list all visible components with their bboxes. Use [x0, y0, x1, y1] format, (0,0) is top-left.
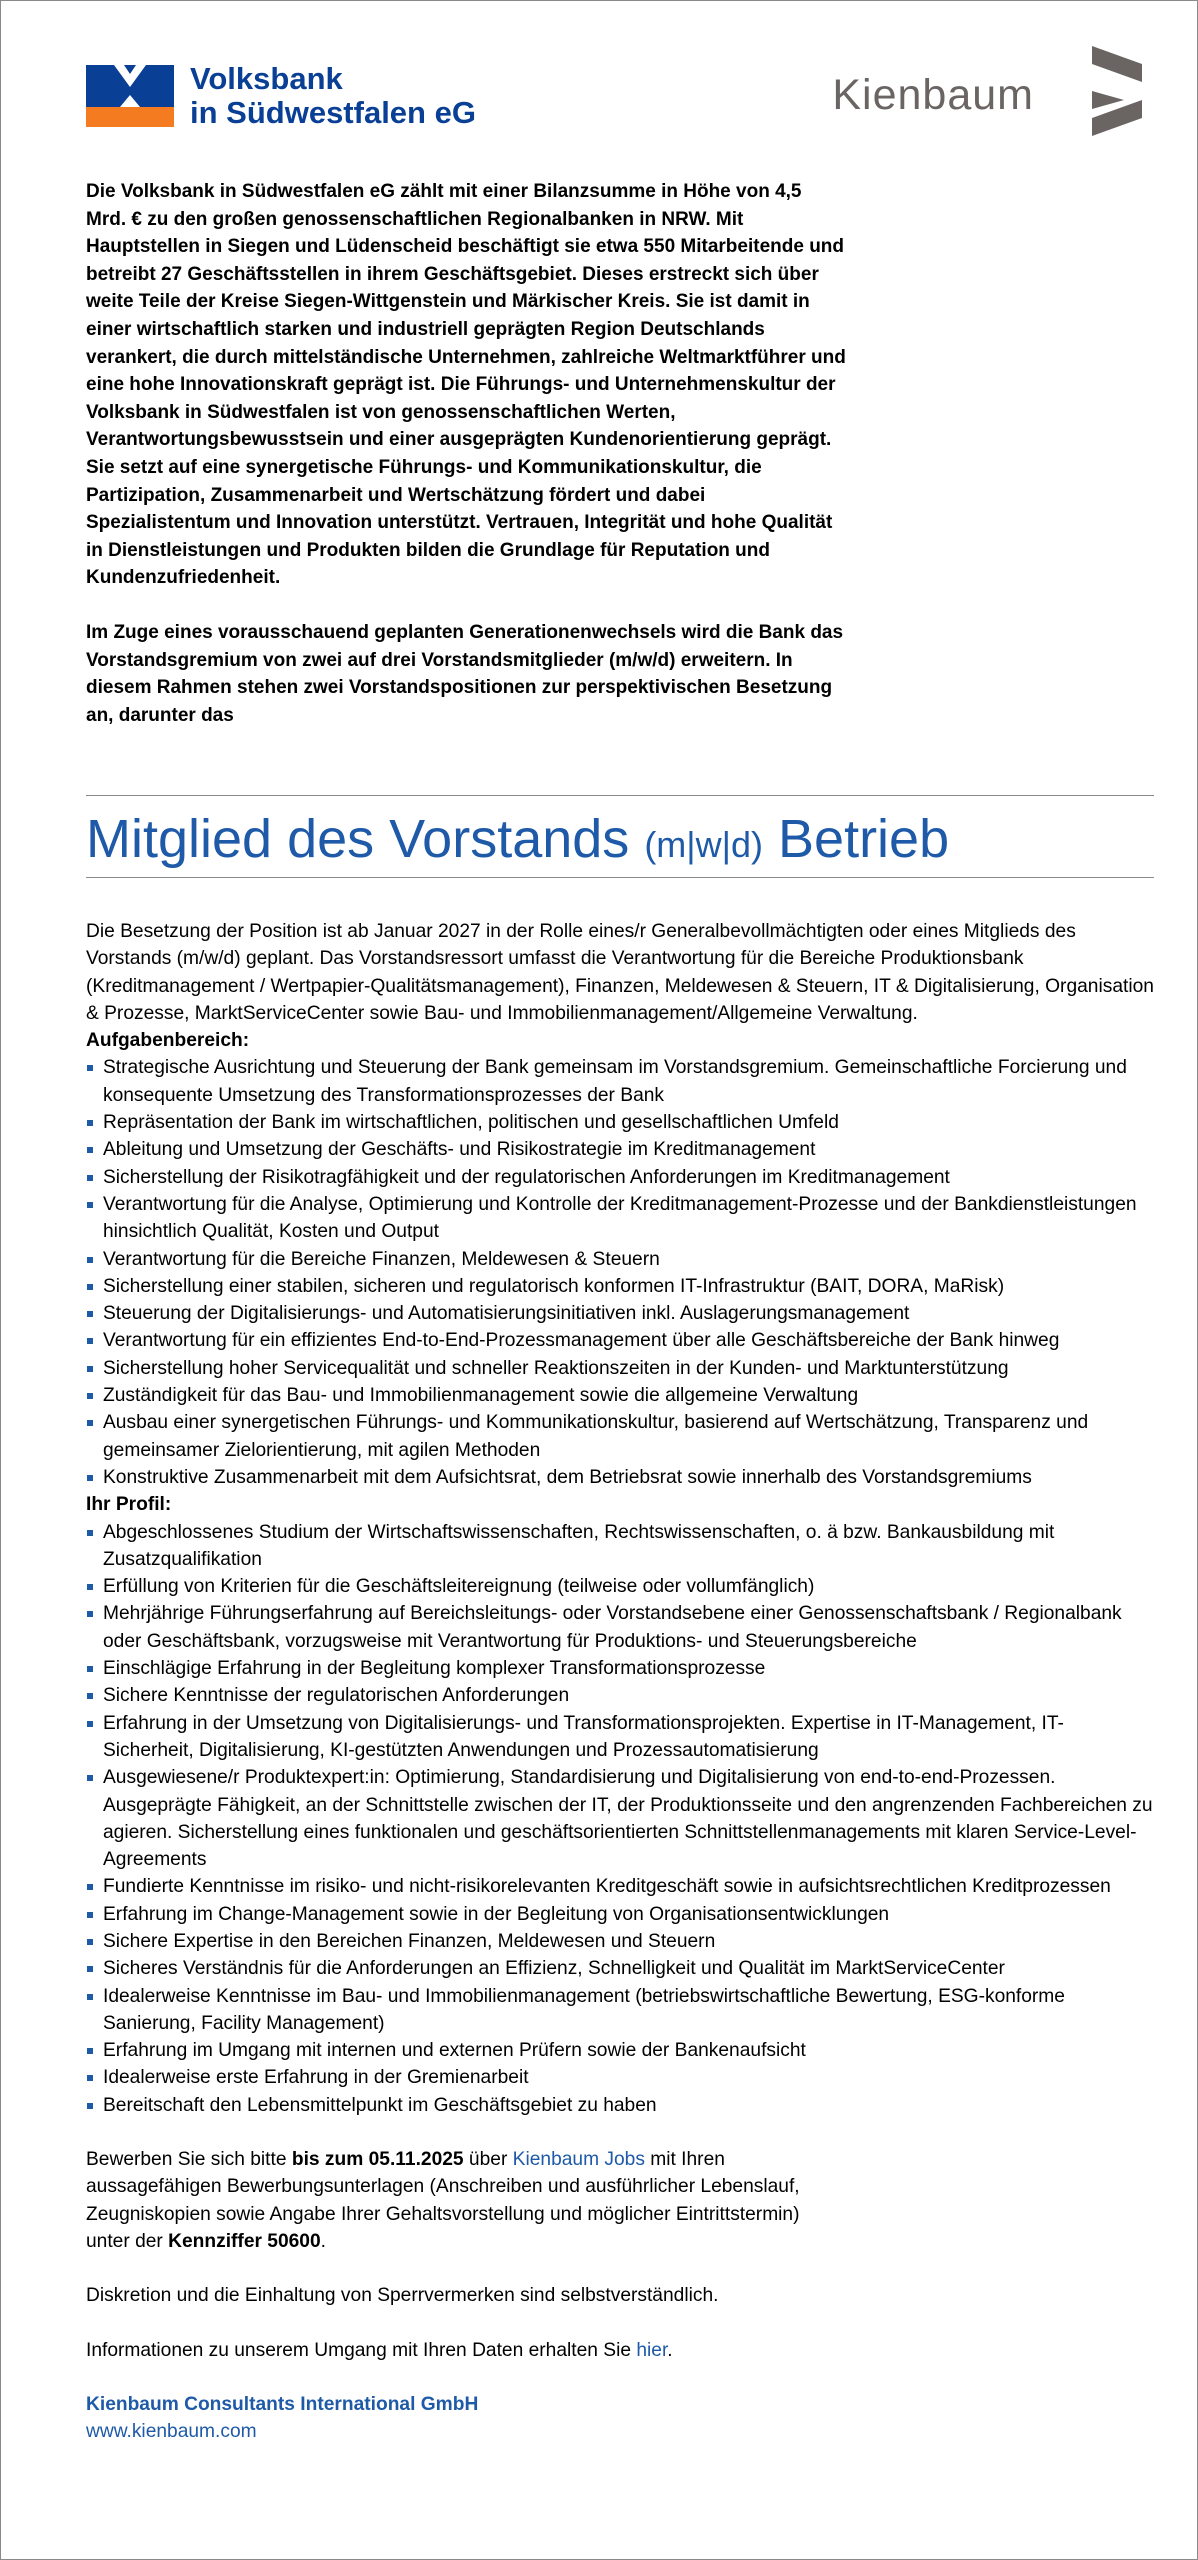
apply-text: Bewerben Sie sich bitte	[86, 2149, 292, 2171]
apply-text: .	[320, 2230, 326, 2252]
privacy-text: Informationen zu unserem Umgang mit Ihren Daten erhalten Sie	[86, 2339, 637, 2361]
intro-paragraph: Die Volksbank in Südwestfalen eG zählt mit einer Bilanzsumme in Höhe von 4,5 Mrd. € zu den großen genossenschaftlichen Regionalbanken in NRW. Mit Hauptstellen in Siegen und Lüdenscheid beschäftigt sie etwa 550 Mitarbeitende und betreibt 27 Geschäftsstellen in ihrem Geschäftsgebiet. Dieses erstreckt sich über weite Teile der Kreise Siegen-Wittgenstein und Märkischer Kreis. Sie ist damit in einer wirtschaftlich starken und industriell geprägten Region Deutschlands verankert, die durch mittelständische Unternehmen, zahlreiche Weltmarktführer und eine hohe Innovationskraft geprägt ist. Die Führungs- und Unternehmenskultur der Volksbank in Südwestfalen ist von genossenschaftlichen Werten, Verantwortungsbewusstsein und einer ausgeprägten Kundenorientierung geprägt. Sie setzt auf eine synergetische Führungs- und Kommunikationskultur, die Partizipation, Zusammenarbeit und Wertschätzung fördert und dabei Spezialistentum und Innovation unterstützt. Vertrauen, Integrität und hohe Qualität in Dienstleistungen und Produkten bilden die Grundlage für Reputation und Kundenzufriedenheit.	[86, 181, 846, 589]
kienbaum-logo	[832, 44, 1156, 143]
profile-heading: Ihr Profil:	[86, 1494, 172, 1516]
task-item: Steuerung der Digitalisierungs- und Automatisierungsinitiativen inkl. Auslagerungsmanagement	[86, 1300, 1154, 1327]
profile-item: Sichere Expertise in den Bereichen Finanzen, Meldewesen und Steuern	[86, 1928, 1154, 1955]
profile-item: Sichere Kenntnisse der regulatorischen Anforderungen	[86, 1682, 1154, 1709]
profile-item: Einschlägige Erfahrung in der Begleitung komplexer Transformationsprozesse	[86, 1655, 1154, 1682]
website-link[interactable]: www.kienbaum.com	[86, 2421, 257, 2443]
profile-item: Erfahrung im Change-Management sowie in der Begleitung von Organisationsentwicklungen	[86, 1901, 1154, 1928]
volksbank-name	[190, 62, 476, 130]
company-name: Kienbaum Consultants International GmbH	[86, 2393, 479, 2415]
task-item: Ausbau einer synergetischen Führungs- und Kommunikationskultur, basierend auf Wertschätzung, Transparenz und gemeinsamer Zielorientierung, mit agilen Methoden	[86, 1409, 1154, 1464]
apply-text: über	[463, 2149, 513, 2171]
task-item: Verantwortung für ein effizientes End-to-End-Prozessmanagement über alle Geschäftsbereiche der Bank hinweg	[86, 1327, 1154, 1354]
job-description	[86, 918, 1154, 2445]
title-top-divider	[86, 795, 1154, 796]
intro-paragraph: Im Zuge eines vorausschauend geplanten Generationenwechsels wird die Bank das Vorstandsgremium von zwei auf drei Vorstandsmitglieder (m/w/d) erweitern. In diesem Rahmen stehen zwei Vorstandspositionen zur perspektivischen Besetzung an, darunter das	[86, 621, 844, 726]
tasks-heading: Aufgabenbereich:	[86, 1030, 250, 1052]
task-item: Sicherstellung hoher Servicequalität und schneller Reaktionszeiten in der Kunden- und Marktunterstützung	[86, 1355, 1154, 1382]
job-title-area: Betrieb	[778, 809, 950, 869]
privacy-link[interactable]: hier	[636, 2339, 668, 2361]
job-title-main: Mitglied des Vorstands	[86, 809, 630, 869]
kienbaum-jobs-link[interactable]: Kienbaum Jobs	[512, 2149, 645, 2171]
profile-item: Idealerweise Kenntnisse im Bau- und Immobilienmanagement (betriebswirtschaftliche Bewertung, ESG-konforme Sanierung, Facility Management)	[86, 1983, 1154, 2038]
kienbaum-name: Kienbaum	[832, 71, 1034, 119]
task-item: Zuständigkeit für das Bau- und Immobilienmanagement sowie die allgemeine Verwaltung	[86, 1382, 1154, 1409]
kienbaum-chevron-icon	[1086, 44, 1156, 143]
apply-text: mit Ihren aussagefähigen Bewerbungsunterlagen (Anschreiben und ausführlicher Lebenslauf, Zeugniskopien sowie Angabe Ihrer Gehaltsvorstellung und möglicher Eintrittstermin) unter der	[86, 2149, 800, 2252]
tasks-list	[86, 1054, 1154, 1491]
profile-list	[86, 1519, 1154, 2120]
profile-item: Erfüllung von Kriterien für die Geschäftsleitereignung (teilweise oder vollumfänglich)	[86, 1573, 1154, 1600]
privacy-text-end: .	[667, 2339, 673, 2361]
profile-item: Sicheres Verständnis für die Anforderungen an Effizienz, Schnelligkeit und Qualität im MarktServiceCenter	[86, 1955, 1154, 1982]
apply-deadline: bis zum 05.11.2025	[291, 2149, 464, 2171]
task-item: Konstruktive Zusammenarbeit mit dem Aufsichtsrat, dem Betriebsrat sowie innerhalb des Vorstandsgremiums	[86, 1464, 1154, 1491]
title-bottom-divider	[86, 877, 1154, 878]
task-item: Sicherstellung der Risikotragfähigkeit und der regulatorischen Anforderungen im Kreditmanagement	[86, 1164, 1154, 1191]
intro-text	[86, 178, 846, 729]
position-description: Die Besetzung der Position ist ab Januar 2027 in der Rolle eines/r Generalbevollmächtigten oder eines Mitglieds des Vorstands (m/w/d) geplant. Das Vorstandsressort umfasst die Verantwortung für die Bereiche Produktionsbank (Kreditmanagement / Wertpapier-Qualitätsmanagement), Finanzen, Meldewesen & Steuern, IT & Digitalisierung, Organisation & Prozesse, MarktServiceCenter sowie Bau- und Immobilienmanagement/Allgemeine Verwaltung.	[86, 921, 1154, 1024]
volksbank-logo	[86, 62, 476, 130]
profile-item: Idealerweise erste Erfahrung in der Gremienarbeit	[86, 2064, 1154, 2091]
profile-item: Abgeschlossenes Studium der Wirtschaftswissenschaften, Rechtswissenschaften, o. ä bzw. Bankausbildung mit Zusatzqualifikation	[86, 1519, 1154, 1574]
profile-item: Erfahrung in der Umsetzung von Digitalisierungs- und Transformationsprojekten. Expertise in IT-Management, IT-Sicherheit, Digitalisierung, KI-gestützten Anwendungen und Prozessautomatisierung	[86, 1710, 1154, 1765]
job-title-gender: (m|w|d)	[644, 824, 763, 865]
profile-item: Mehrjährige Führungserfahrung auf Bereichsleitungs- oder Vorstandsebene einer Genossenschaftsbank / Regionalbank oder Geschäftsbank, vorzugsweise mit Verantwortung für Produktions- und Steuerungsbereiche	[86, 1600, 1154, 1655]
task-item: Repräsentation der Bank im wirtschaftlichen, politischen und gesellschaftlichen Umfeld	[86, 1109, 1154, 1136]
task-item: Strategische Ausrichtung und Steuerung der Bank gemeinsam im Vorstandsgremium. Gemeinschaftliche Forcierung und konsequente Umsetzung des Transformationsprozesses der Bank	[86, 1054, 1154, 1109]
profile-item: Erfahrung im Umgang mit internen und externen Prüfern sowie der Bankenaufsicht	[86, 2037, 1154, 2064]
profile-item: Bereitschaft den Lebensmittelpunkt im Geschäftsgebiet zu haben	[86, 2092, 1154, 2119]
profile-item: Fundierte Kenntnisse im risiko- und nicht-risikorelevanten Kreditgeschäft sowie in aufsichtsrechtlichen Kreditprozessen	[86, 1873, 1154, 1900]
job-title	[86, 804, 949, 880]
discretion-note: Diskretion und die Einhaltung von Sperrvermerken sind selbstverständlich.	[86, 2285, 719, 2307]
profile-item: Ausgewiesene/r Produktexpert:in: Optimierung, Standardisierung und Digitalisierung von end-to-end-Prozessen. Ausgeprägte Fähigkeit, an der Schnittstelle zwischen der IT, der Produktionsseite und den angrenzenden Fachbereichen zu agieren. Sicherstellung eines funktionalen und geschäftsorientierten Schnittstellenmanagements mit klaren Service-Level-Agreements	[86, 1764, 1154, 1873]
task-item: Verantwortung für die Analyse, Optimierung und Kontrolle der Kreditmanagement-Prozesse und der Bankdienstleistungen hinsichtlich Qualität, Kosten und Output	[86, 1191, 1154, 1246]
task-item: Verantwortung für die Bereiche Finanzen, Meldewesen & Steuern	[86, 1246, 1154, 1273]
volksbank-name-line1: Volksbank	[190, 61, 343, 96]
application-instructions	[86, 2146, 846, 2255]
volksbank-name-line2: in Südwestfalen eG	[190, 95, 476, 130]
task-item: Sicherstellung einer stabilen, sicheren und regulatorisch konformen IT-Infrastruktur (BAIT, DORA, MaRisk)	[86, 1273, 1154, 1300]
volksbank-logo-icon	[86, 65, 174, 127]
reference-number: Kennziffer 50600	[168, 2230, 321, 2252]
task-item: Ableitung und Umsetzung der Geschäfts- und Risikostrategie im Kreditmanagement	[86, 1136, 1154, 1163]
privacy-note	[86, 2337, 1154, 2364]
